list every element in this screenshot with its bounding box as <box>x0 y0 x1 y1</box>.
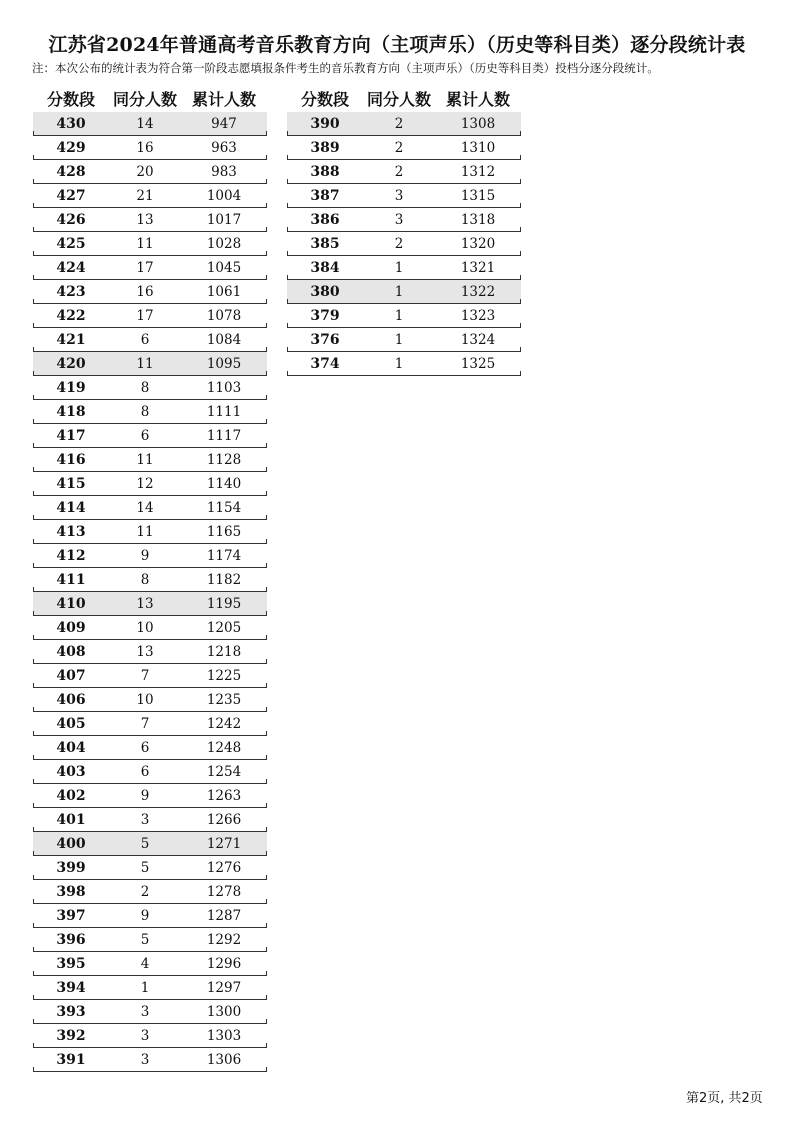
cumulative-cell: 1218 <box>206 643 242 660</box>
table-row <box>33 928 267 952</box>
table-row <box>33 616 267 640</box>
same-count-cell: 5 <box>140 931 150 948</box>
cumulative-cell: 983 <box>211 163 237 180</box>
same-count-cell: 1 <box>394 331 404 348</box>
same-count-cell: 3 <box>140 811 150 828</box>
table-row <box>287 304 521 328</box>
table-row <box>33 208 267 232</box>
score-cell: 384 <box>310 259 340 276</box>
score-cell: 419 <box>56 379 86 396</box>
same-count-cell: 2 <box>140 883 150 900</box>
same-count-cell: 11 <box>136 235 154 252</box>
score-cell: 395 <box>56 955 86 972</box>
cumulative-cell: 1128 <box>206 451 242 468</box>
score-cell: 407 <box>56 667 86 684</box>
score-cell: 416 <box>56 451 86 468</box>
same-count-cell: 3 <box>394 187 404 204</box>
score-cell: 413 <box>56 523 86 540</box>
table-row <box>33 760 267 784</box>
table-note: 注：本次公布的统计表为符合第一阶段志愿填报条件考生的音乐教育方向（主项声乐）（历史等科目类）投档分逐分段统计。 <box>32 61 659 75</box>
cumulative-cell: 1308 <box>460 115 496 132</box>
cumulative-cell: 1004 <box>206 187 242 204</box>
score-cell: 424 <box>56 259 86 276</box>
same-count-cell: 1 <box>140 979 150 996</box>
same-count-cell: 6 <box>140 331 150 348</box>
score-cell: 390 <box>310 115 340 132</box>
cumulative-cell: 1103 <box>206 379 242 396</box>
cumulative-cell: 1165 <box>206 523 242 540</box>
table-header <box>33 85 267 111</box>
same-count-cell: 9 <box>140 907 150 924</box>
score-cell: 426 <box>56 211 86 228</box>
cumulative-cell: 1325 <box>460 355 496 372</box>
cumulative-cell: 1312 <box>460 163 496 180</box>
score-cell: 387 <box>310 187 340 204</box>
same-count-cell: 12 <box>136 475 154 492</box>
table-row <box>33 112 267 136</box>
table-row <box>33 952 267 976</box>
table-row <box>287 160 521 184</box>
score-cell: 396 <box>56 931 86 948</box>
same-count-cell: 2 <box>394 235 404 252</box>
table-body <box>33 112 267 1072</box>
score-cell: 385 <box>310 235 340 252</box>
header-same-count: 同分人数 <box>366 89 431 109</box>
same-count-cell: 11 <box>136 451 154 468</box>
table-row <box>33 520 267 544</box>
cumulative-cell: 1303 <box>206 1027 242 1044</box>
score-cell: 376 <box>310 331 340 348</box>
score-cell: 408 <box>56 643 86 660</box>
score-cell: 412 <box>56 547 86 564</box>
cumulative-cell: 1297 <box>206 979 242 996</box>
table-row <box>33 496 267 520</box>
score-cell: 405 <box>56 715 86 732</box>
table-row <box>33 592 267 616</box>
same-count-cell: 9 <box>140 787 150 804</box>
table-row <box>33 280 267 304</box>
cumulative-cell: 1061 <box>206 283 242 300</box>
cumulative-cell: 1324 <box>460 331 496 348</box>
cumulative-cell: 1254 <box>206 763 242 780</box>
score-cell: 425 <box>56 235 86 252</box>
score-cell: 420 <box>56 355 86 372</box>
score-cell: 391 <box>56 1051 86 1068</box>
same-count-cell: 10 <box>136 619 154 636</box>
score-cell: 406 <box>56 691 86 708</box>
same-count-cell: 13 <box>136 643 154 660</box>
score-cell: 411 <box>56 571 86 588</box>
score-cell: 380 <box>310 283 340 300</box>
table-row <box>33 880 267 904</box>
score-cell: 398 <box>56 883 86 900</box>
table-row <box>33 448 267 472</box>
same-count-cell: 1 <box>394 283 404 300</box>
cumulative-cell: 1315 <box>460 187 496 204</box>
table-row <box>33 256 267 280</box>
header-score: 分数段 <box>300 89 349 109</box>
score-cell: 430 <box>56 115 86 132</box>
table-row <box>33 184 267 208</box>
score-cell: 388 <box>310 163 340 180</box>
same-count-cell: 3 <box>140 1003 150 1020</box>
same-count-cell: 14 <box>136 499 154 516</box>
table-row <box>287 112 521 136</box>
table-row <box>33 1048 267 1072</box>
table-row <box>33 376 267 400</box>
table-row <box>33 160 267 184</box>
same-count-cell: 6 <box>140 427 150 444</box>
cumulative-cell: 1300 <box>206 1003 242 1020</box>
score-cell: 397 <box>56 907 86 924</box>
cumulative-cell: 1248 <box>206 739 242 756</box>
same-count-cell: 10 <box>136 691 154 708</box>
table-row <box>33 136 267 160</box>
same-count-cell: 2 <box>394 139 404 156</box>
table-row <box>33 472 267 496</box>
table-row <box>287 280 521 304</box>
page-title: 江苏省2024年普通高考音乐教育方向（主项声乐）（历史等科目类）逐分段统计表 <box>48 34 746 56</box>
table-row <box>33 688 267 712</box>
table-row <box>287 328 521 352</box>
table-row <box>33 1024 267 1048</box>
score-cell: 417 <box>56 427 86 444</box>
table-header <box>287 85 521 111</box>
score-cell: 374 <box>310 355 340 372</box>
same-count-cell: 3 <box>394 211 404 228</box>
cumulative-cell: 1276 <box>206 859 242 876</box>
cumulative-cell: 1195 <box>206 595 242 612</box>
table-row <box>33 736 267 760</box>
cumulative-cell: 1310 <box>460 139 496 156</box>
score-cell: 409 <box>56 619 86 636</box>
same-count-cell: 1 <box>394 307 404 324</box>
score-cell: 423 <box>56 283 86 300</box>
same-count-cell: 3 <box>140 1051 150 1068</box>
cumulative-cell: 1322 <box>460 283 496 300</box>
cumulative-cell: 1182 <box>206 571 242 588</box>
same-count-cell: 6 <box>140 763 150 780</box>
same-count-cell: 7 <box>140 667 150 684</box>
cumulative-cell: 1095 <box>206 355 242 372</box>
table-row <box>33 832 267 856</box>
cumulative-cell: 1140 <box>206 475 242 492</box>
score-cell: 386 <box>310 211 340 228</box>
same-count-cell: 3 <box>140 1027 150 1044</box>
score-table-right <box>287 85 521 376</box>
page-number: 第2页, 共2页 <box>686 1091 763 1106</box>
header-score: 分数段 <box>46 89 95 109</box>
table-row <box>287 256 521 280</box>
cumulative-cell: 1225 <box>206 667 242 684</box>
table-row <box>33 304 267 328</box>
same-count-cell: 6 <box>140 739 150 756</box>
cumulative-cell: 1266 <box>206 811 242 828</box>
table-row <box>33 784 267 808</box>
score-cell: 393 <box>56 1003 86 1020</box>
cumulative-cell: 1078 <box>206 307 242 324</box>
same-count-cell: 17 <box>136 259 154 276</box>
score-cell: 422 <box>56 307 86 324</box>
table-row <box>287 232 521 256</box>
same-count-cell: 2 <box>394 163 404 180</box>
same-count-cell: 8 <box>140 403 150 420</box>
table-row <box>287 184 521 208</box>
cumulative-cell: 1271 <box>206 835 242 852</box>
cumulative-cell: 1318 <box>460 211 496 228</box>
table-row <box>33 808 267 832</box>
score-table-left <box>33 85 267 1072</box>
table-row <box>33 904 267 928</box>
score-cell: 428 <box>56 163 86 180</box>
cumulative-cell: 1287 <box>206 907 242 924</box>
same-count-cell: 13 <box>136 211 154 228</box>
table-row <box>33 640 267 664</box>
cumulative-cell: 947 <box>211 115 237 132</box>
table-row <box>33 400 267 424</box>
same-count-cell: 20 <box>136 163 154 180</box>
table-row <box>33 424 267 448</box>
score-cell: 427 <box>56 187 86 204</box>
table-row <box>33 352 267 376</box>
same-count-cell: 8 <box>140 571 150 588</box>
cumulative-cell: 1235 <box>206 691 242 708</box>
score-cell: 394 <box>56 979 86 996</box>
same-count-cell: 8 <box>140 379 150 396</box>
cumulative-cell: 1028 <box>206 235 242 252</box>
cumulative-cell: 1111 <box>206 403 242 420</box>
table-row <box>33 664 267 688</box>
same-count-cell: 9 <box>140 547 150 564</box>
cumulative-cell: 1292 <box>206 931 242 948</box>
cumulative-cell: 1174 <box>206 547 242 564</box>
cumulative-cell: 1084 <box>206 331 242 348</box>
score-cell: 421 <box>56 331 86 348</box>
score-cell: 389 <box>310 139 340 156</box>
header-cumulative: 累计人数 <box>445 89 510 109</box>
same-count-cell: 5 <box>140 835 150 852</box>
score-cell: 418 <box>56 403 86 420</box>
table-row <box>33 976 267 1000</box>
table-row <box>287 352 521 376</box>
table-row <box>287 208 521 232</box>
same-count-cell: 14 <box>136 115 154 132</box>
score-cell: 415 <box>56 475 86 492</box>
table-row <box>33 232 267 256</box>
cumulative-cell: 1205 <box>206 619 242 636</box>
same-count-cell: 16 <box>136 139 154 156</box>
table-row <box>33 712 267 736</box>
table-row <box>287 136 521 160</box>
same-count-cell: 11 <box>136 523 154 540</box>
score-cell: 404 <box>56 739 86 756</box>
cumulative-cell: 1117 <box>206 427 242 444</box>
same-count-cell: 1 <box>394 259 404 276</box>
table-body <box>287 112 521 376</box>
score-cell: 401 <box>56 811 86 828</box>
same-count-cell: 16 <box>136 283 154 300</box>
header-same-count: 同分人数 <box>112 89 177 109</box>
same-count-cell: 7 <box>140 715 150 732</box>
score-cell: 410 <box>56 595 86 612</box>
cumulative-cell: 1154 <box>206 499 242 516</box>
score-cell: 392 <box>56 1027 86 1044</box>
score-cell: 400 <box>56 835 86 852</box>
cumulative-cell: 1017 <box>206 211 242 228</box>
cumulative-cell: 1045 <box>206 259 242 276</box>
same-count-cell: 13 <box>136 595 154 612</box>
same-count-cell: 2 <box>394 115 404 132</box>
score-cell: 399 <box>56 859 86 876</box>
score-cell: 429 <box>56 139 86 156</box>
score-cell: 414 <box>56 499 86 516</box>
table-row <box>33 856 267 880</box>
cumulative-cell: 1323 <box>460 307 496 324</box>
cumulative-cell: 1263 <box>206 787 242 804</box>
cumulative-cell: 1296 <box>206 955 242 972</box>
cumulative-cell: 963 <box>211 139 237 156</box>
same-count-cell: 4 <box>140 955 150 972</box>
cumulative-cell: 1320 <box>460 235 496 252</box>
same-count-cell: 17 <box>136 307 154 324</box>
table-row <box>33 1000 267 1024</box>
cumulative-cell: 1306 <box>206 1051 242 1068</box>
cumulative-cell: 1242 <box>206 715 242 732</box>
cumulative-cell: 1321 <box>460 259 496 276</box>
table-row <box>33 328 267 352</box>
score-cell: 403 <box>56 763 86 780</box>
table-row <box>33 568 267 592</box>
cumulative-cell: 1278 <box>206 883 242 900</box>
table-row <box>33 544 267 568</box>
same-count-cell: 1 <box>394 355 404 372</box>
same-count-cell: 21 <box>136 187 154 204</box>
score-cell: 402 <box>56 787 86 804</box>
same-count-cell: 5 <box>140 859 150 876</box>
score-cell: 379 <box>310 307 340 324</box>
header-cumulative: 累计人数 <box>191 89 256 109</box>
same-count-cell: 11 <box>136 355 154 372</box>
